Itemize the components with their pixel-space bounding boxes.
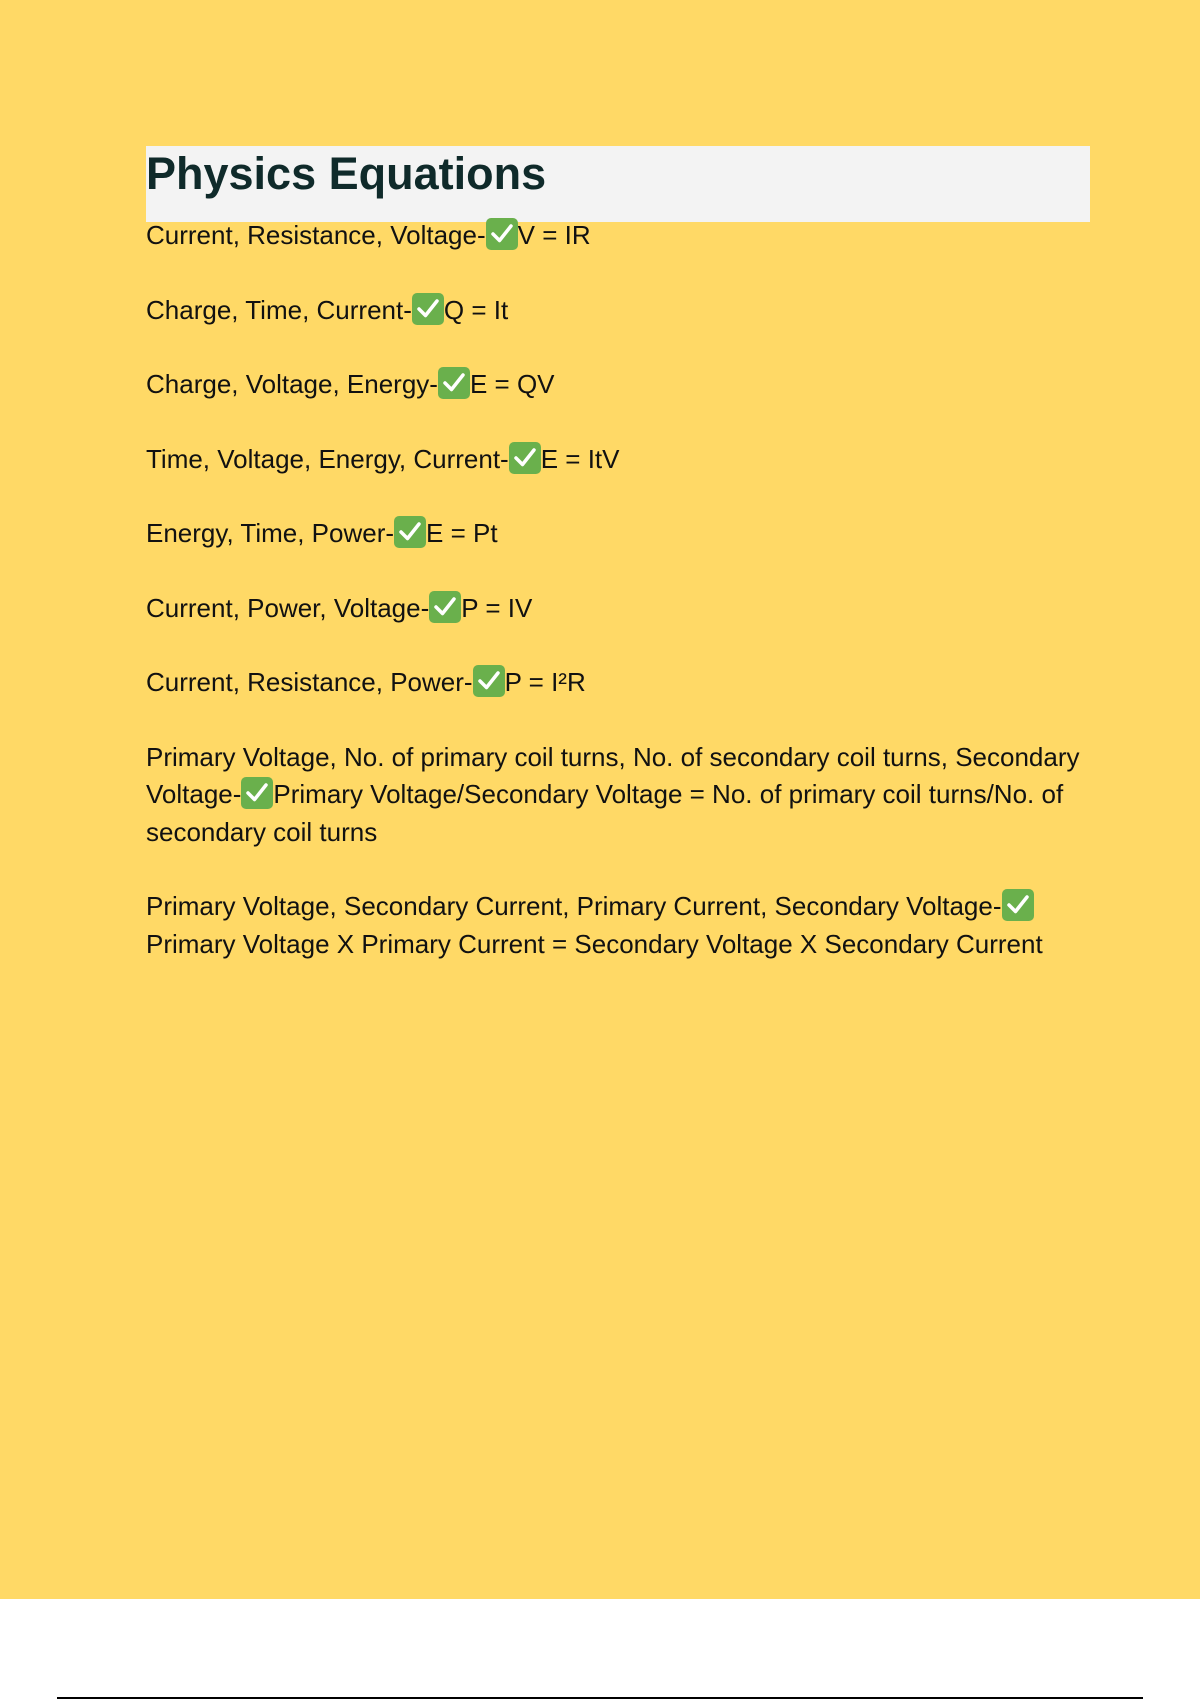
equation-topic: Energy, Time, Power- [146, 518, 395, 548]
equation-item [146, 888, 1096, 963]
equation-formula: Q = It [443, 294, 509, 325]
check-mark-icon [473, 665, 505, 697]
equation-item [146, 515, 1096, 553]
equation-topic: Current, Power, Voltage- [146, 592, 430, 623]
check-mark-icon [509, 442, 541, 474]
check-mark-icon [1002, 889, 1034, 921]
equation-topic: Primary Voltage, No. of primary coil turns, No. of secondary coil turns, Secondary Voltage- [146, 741, 1080, 809]
equation-formula: P = I²R [504, 667, 586, 697]
check-mark-icon [486, 218, 518, 250]
equation-item [146, 366, 1096, 404]
equation-formula: Primary Voltage/Secondary Voltage = No. of primary coil turns/No. of secondary coil turns [146, 779, 1064, 847]
check-mark-icon [429, 591, 461, 623]
equation-topic: Current, Resistance, Voltage- [146, 220, 486, 250]
equation-formula: P = IV [461, 592, 533, 623]
equation-topic: Time, Voltage, Energy, Current- [146, 443, 509, 474]
equation-item [146, 664, 1096, 702]
equation-item [146, 590, 1096, 628]
equation-item [146, 441, 1096, 479]
equation-list [146, 217, 1096, 1000]
equation-item [146, 739, 1096, 852]
equation-item [146, 292, 1096, 330]
equation-formula: E = QV [469, 369, 555, 399]
footer-divider [57, 1697, 1143, 1699]
check-mark-icon [412, 293, 444, 325]
check-mark-icon [438, 367, 470, 399]
check-mark-icon [394, 516, 426, 548]
check-mark-icon [241, 777, 273, 809]
equation-formula: E = Pt [426, 518, 498, 548]
equation-item [146, 217, 1096, 255]
equation-topic: Charge, Voltage, Energy- [146, 369, 438, 399]
equation-formula: E = ItV [540, 443, 620, 474]
equation-formula: Primary Voltage X Primary Current = Secondary Voltage X Secondary Current [146, 928, 1043, 959]
equation-topic: Charge, Time, Current- [146, 294, 412, 325]
equation-topic: Primary Voltage, Secondary Current, Primary Current, Secondary Voltage- [146, 891, 1002, 921]
equation-formula: V = IR [517, 220, 591, 250]
page-title: Physics Equations [146, 148, 547, 199]
equation-topic: Current, Resistance, Power- [146, 667, 473, 697]
